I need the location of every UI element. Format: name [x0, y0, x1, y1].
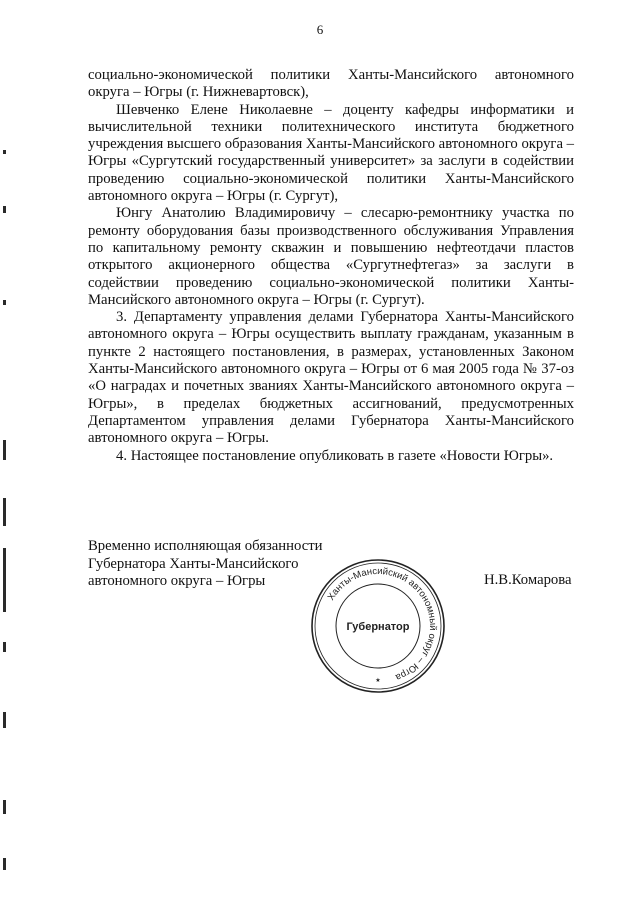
seal-center-text: Губернатор	[346, 621, 410, 633]
signatory-position-line: Губернатора Ханты-Мансийского	[88, 555, 299, 572]
scan-margin-mark	[3, 300, 6, 305]
scan-margin-mark	[3, 150, 6, 154]
scan-margin-mark	[3, 498, 6, 526]
signatory-position-line: Временно исполняющая обязанности	[88, 538, 323, 554]
star-icon: ★	[375, 677, 381, 684]
scan-margin-mark	[3, 712, 6, 728]
paragraph: Шевченко Елене Николаевне – доценту кафедры информатики и вычислительной техники политехнического института бюджетного учреждения высшего образования Ханты-Мансийского автономного округа – Югры «Сургутский государственный университет» за заслуги в содействии проведению социально-экономической политики Ханты-Мансийского автономного округа – Югры (г. Сургут),	[88, 101, 574, 205]
paragraph: 4. Настоящее постановление опубликовать в газете «Новости Югры».	[116, 447, 554, 464]
seal-ring-text: Ханты-Мансийский автономный округ – Югра	[325, 565, 439, 683]
scan-margin-mark	[3, 548, 6, 612]
scan-margin-mark	[3, 800, 6, 814]
scan-margin-mark	[3, 858, 6, 870]
signatory-name: Н.В.Комарова	[484, 572, 572, 588]
scan-margin-mark	[3, 206, 6, 213]
paragraph: 3. Департаменту управления делами Губернатора Ханты-Мансийского автономного округа – Югры осуществить выплату гражданам, указанным в пункте 2 настоящего постановления, в размерах, установленных Законом Ханты-Мансийского автономного округа – Югры от 6 мая 2005 года № 37-оз «О наградах и почетных званиях Ханты-Мансийского автономного округа – Югры», в пределах бюджетных ассигнований, предусмотренных Департаментом управления делами Губернатора Ханты-Мансийского автономного округа – Югры.	[88, 309, 574, 447]
official-seal	[308, 556, 448, 696]
scan-margin-mark	[3, 642, 6, 652]
paragraph: Юнгу Анатолию Владимировичу – слесарю-ремонтнику участка по ремонту оборудования базы производственного обслуживания Управления по капитальному ремонту скважин и повышению нефтеотдачи пластов открытого акционерного общества «Сургутнефтегаз» за заслуги в содействии проведению социально-экономической политики Ханты-Мансийского автономного округа – Югры (г. Сургут).	[88, 205, 574, 308]
paragraph: социально-экономической политики Ханты-Мансийского автономного округа – Югры (г. Нижневартовск),	[88, 67, 574, 101]
scan-margin-mark	[3, 440, 6, 460]
signatory-position-line: автономного округа – Югры	[88, 573, 266, 590]
document-body	[88, 67, 574, 465]
signatory-position	[88, 538, 323, 591]
page-number: 6	[316, 22, 324, 37]
